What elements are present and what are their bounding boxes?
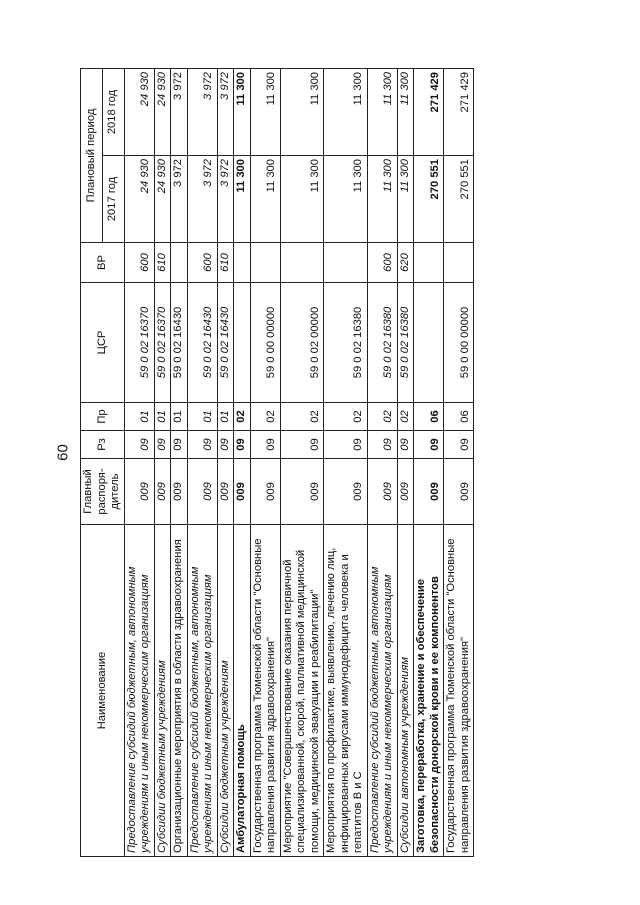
row-rz: 09 xyxy=(171,431,188,459)
table-row xyxy=(124,68,154,856)
row-2018: 11 300 xyxy=(367,68,397,155)
row-rz: 09 xyxy=(444,431,474,459)
table-row xyxy=(444,68,474,856)
row-admin: 009 xyxy=(124,459,154,525)
header-csr: ЦСР xyxy=(81,283,125,403)
row-vr: 610 xyxy=(154,243,171,283)
row-name: Мероприятия по профилактике, выявлению, лечению лиц, инфицированных вирусами иммунодефицита человека и гепатитов В и С xyxy=(324,525,368,857)
row-rz: 09 xyxy=(414,431,444,459)
row-csr xyxy=(414,283,444,403)
row-pr: 02 xyxy=(397,403,414,431)
row-pr: 02 xyxy=(280,403,324,431)
row-2018: 3 972 xyxy=(217,68,234,155)
row-rz: 09 xyxy=(187,431,217,459)
row-2017: 270 551 xyxy=(444,156,474,243)
row-2018: 11 300 xyxy=(324,68,368,155)
row-vr xyxy=(324,243,368,283)
row-csr: 59 0 02 16370 xyxy=(154,283,171,403)
table-row xyxy=(217,68,234,856)
row-vr: 600 xyxy=(187,243,217,283)
row-pr: 06 xyxy=(414,403,444,431)
row-2017: 24 930 xyxy=(154,156,171,243)
row-pr: 01 xyxy=(124,403,154,431)
table-row xyxy=(187,68,217,856)
row-vr xyxy=(234,243,251,283)
row-admin: 009 xyxy=(444,459,474,525)
row-pr: 01 xyxy=(154,403,171,431)
row-csr: 59 0 02 16380 xyxy=(324,283,368,403)
row-rz: 09 xyxy=(124,431,154,459)
row-pr: 01 xyxy=(217,403,234,431)
row-admin: 009 xyxy=(324,459,368,525)
row-admin: 009 xyxy=(187,459,217,525)
row-rz: 09 xyxy=(324,431,368,459)
row-2017: 3 972 xyxy=(187,156,217,243)
row-2017: 3 972 xyxy=(171,156,188,243)
row-name: Амбулаторная помощь xyxy=(234,525,251,857)
row-2017: 11 300 xyxy=(250,156,280,243)
row-2017: 24 930 xyxy=(124,156,154,243)
row-csr xyxy=(234,283,251,403)
row-vr xyxy=(171,243,188,283)
header-rz: Рз xyxy=(81,431,125,459)
table-row xyxy=(171,68,188,856)
row-rz: 09 xyxy=(154,431,171,459)
table-row xyxy=(397,68,414,856)
row-2018: 11 300 xyxy=(280,68,324,155)
row-vr: 600 xyxy=(367,243,397,283)
row-2017: 11 300 xyxy=(397,156,414,243)
table-row xyxy=(367,68,397,856)
header-2018: 2018 год xyxy=(102,68,124,155)
row-rz: 09 xyxy=(250,431,280,459)
row-2017: 11 300 xyxy=(234,156,251,243)
header-planned-period: Плановый период xyxy=(81,68,103,242)
row-csr: 59 0 02 16380 xyxy=(397,283,414,403)
row-vr: 600 xyxy=(124,243,154,283)
row-pr: 01 xyxy=(171,403,188,431)
header-2017: 2017 год xyxy=(102,156,124,243)
row-rz: 09 xyxy=(217,431,234,459)
row-2017: 270 551 xyxy=(414,156,444,243)
row-name: Организационные мероприятия в области здравоохранения xyxy=(171,525,188,857)
row-pr: 02 xyxy=(324,403,368,431)
table-row xyxy=(154,68,171,856)
row-rz: 09 xyxy=(234,431,251,459)
row-csr: 59 0 02 16430 xyxy=(171,283,188,403)
row-admin: 009 xyxy=(280,459,324,525)
row-csr: 59 0 00 00000 xyxy=(444,283,474,403)
row-2018: 24 930 xyxy=(154,68,171,155)
row-2017: 11 300 xyxy=(280,156,324,243)
row-admin: 009 xyxy=(367,459,397,525)
row-2018: 3 972 xyxy=(171,68,188,155)
row-name: Заготовка, переработка, хранение и обеспечение безопасности донорской крови и ее компонентов xyxy=(414,525,444,857)
row-name: Предоставление субсидий бюджетным, автономным учреждениям и иным некоммерческим организациям xyxy=(367,525,397,857)
row-name: Субсидии автономным учреждениям xyxy=(397,525,414,857)
header-pr: Пр xyxy=(81,403,125,431)
row-csr: 59 0 00 00000 xyxy=(250,283,280,403)
header-vr: ВР xyxy=(81,243,125,283)
row-admin: 009 xyxy=(250,459,280,525)
row-csr: 59 0 02 16430 xyxy=(187,283,217,403)
row-2018: 271 429 xyxy=(444,68,474,155)
row-name: Субсидии бюджетным учреждениям xyxy=(217,525,234,857)
row-pr: 06 xyxy=(444,403,474,431)
row-csr: 59 0 02 16370 xyxy=(124,283,154,403)
budget-table xyxy=(80,68,474,857)
row-2018: 11 300 xyxy=(234,68,251,155)
row-csr: 59 0 02 16430 xyxy=(217,283,234,403)
row-vr xyxy=(444,243,474,283)
row-vr xyxy=(414,243,444,283)
row-name: Государственная программа Тюменской области "Основные направления развития здравоохранения" xyxy=(250,525,280,857)
row-admin: 009 xyxy=(414,459,444,525)
header-name: Наименование xyxy=(81,525,125,857)
table-row xyxy=(234,68,251,856)
page-number: 60 xyxy=(54,444,72,461)
row-name: Государственная программа Тюменской области "Основные направления развития здравоохранения" xyxy=(444,525,474,857)
row-rz: 09 xyxy=(367,431,397,459)
row-name: Мероприятие "Совершенствование оказания первичной специализированной, скорой, паллиативной медицинской помощи, медицинской эвакуации и реабилитации" xyxy=(280,525,324,857)
row-vr xyxy=(280,243,324,283)
row-pr: 02 xyxy=(250,403,280,431)
row-name: Субсидии бюджетным учреждениям xyxy=(154,525,171,857)
row-2018: 11 300 xyxy=(397,68,414,155)
row-pr: 02 xyxy=(367,403,397,431)
table-row xyxy=(280,68,324,856)
row-2018: 271 429 xyxy=(414,68,444,155)
row-pr: 02 xyxy=(234,403,251,431)
row-admin: 009 xyxy=(397,459,414,525)
row-vr: 620 xyxy=(397,243,414,283)
row-admin: 009 xyxy=(171,459,188,525)
row-rz: 09 xyxy=(280,431,324,459)
row-vr: 610 xyxy=(217,243,234,283)
row-admin: 009 xyxy=(217,459,234,525)
row-name: Предоставление субсидий бюджетным, автономным учреждениям и иным некоммерческим организациям xyxy=(187,525,217,857)
row-vr xyxy=(250,243,280,283)
row-csr: 59 0 02 00000 xyxy=(280,283,324,403)
row-admin: 009 xyxy=(234,459,251,525)
row-csr: 59 0 02 16380 xyxy=(367,283,397,403)
row-pr: 01 xyxy=(187,403,217,431)
table-row xyxy=(250,68,280,856)
header-admin: Главный распоря-дитель xyxy=(81,459,125,525)
row-admin: 009 xyxy=(154,459,171,525)
row-rz: 09 xyxy=(397,431,414,459)
table-row xyxy=(324,68,368,856)
row-2018: 11 300 xyxy=(250,68,280,155)
row-2017: 11 300 xyxy=(367,156,397,243)
row-2017: 3 972 xyxy=(217,156,234,243)
row-name: Предоставление субсидий бюджетным, автономным учреждениям и иным некоммерческим организациям xyxy=(124,525,154,857)
row-2018: 3 972 xyxy=(187,68,217,155)
rotated-page xyxy=(80,69,640,857)
table-row xyxy=(414,68,444,856)
row-2017: 11 300 xyxy=(324,156,368,243)
row-2018: 24 930 xyxy=(124,68,154,155)
